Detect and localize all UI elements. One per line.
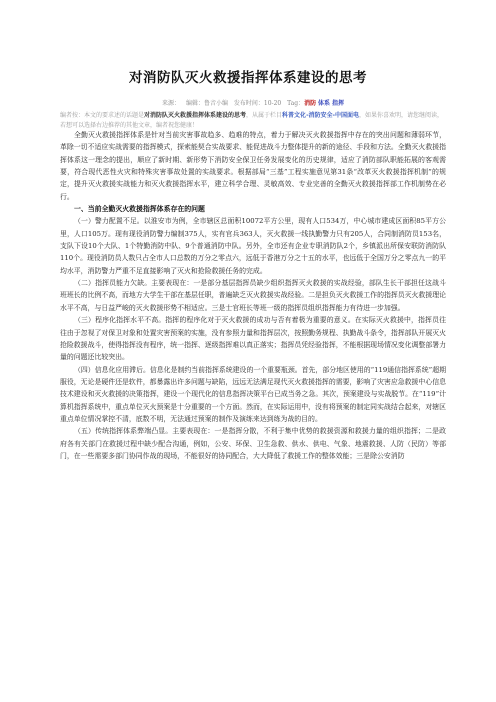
paragraph: （一）警力配置不足。以淮安市为例，全市辖区总面积10072平方公里，现有人口534万，中心城市建成区面积85平方公里，人口105万。现有现役消防警力编制375人，实有官兵363人，灭火救援一线执勤警力只有205人，合同制消防员153名，支队下设10个大队、1个特勤消防中队、9个普通消防中队。另外，全市还有企业专职消防队2个，乡镇派出所保安联防消防队110个。现役消防员人数只占全市人口总数的万分之零点六，远低于香港万分之十五的水平，也远低于全国万分之零点九一的平均水平，消防警力严重不足直接影响了灭火和抢险救援任务的完成。	[60, 217, 446, 275]
meta-tag-label: Tag：	[287, 100, 305, 107]
meta-publish-label: 发布时间：	[233, 100, 264, 107]
page-title: 对消防队灭火救援指挥体系建设的思考	[129, 70, 367, 86]
tag-link[interactable]: 体系	[318, 100, 331, 107]
meta-author: 鲁音小编	[203, 100, 228, 107]
summary-text: ，从属于栏目	[246, 112, 283, 119]
paragraph: （二）指挥员能力欠缺。主要表现在：一是部分基层指挥员缺少组织指挥灭火救援的实战经验，部队生长干部担任这战斗班班长的比例不高，而地方大学生干部在基层任职，普遍缺乏灭火救援实战经验。二是担负灭火救援工作的指挥员灭火救援理论水平不高，与日益严峻的灭火救援形势不相适应。三是士官班长等班一级的指挥员组织指挥能力有待进一步加强。	[60, 279, 446, 312]
meta-editor-label: 编辑：	[185, 100, 204, 107]
summary-text: ，如果你喜欢明，请您继阅读，若想可以选择右边推荐的其他文章，编者祝您健康！	[60, 112, 444, 129]
meta-source: 来源：	[162, 100, 181, 107]
section-heading: 一、当前全勤灭火救援指挥体系存在的问题	[74, 205, 205, 214]
editor-summary	[60, 111, 446, 131]
paragraph: （三）程序化指挥水平不高。指挥的程序化对于灭火救援的成功与否有着极为重要的意义。在实际灭火救援中，指挥员往往由于忽视了对保卫对象和处置灾害预案的实施，没有参照力量和指挥层次，按照勤务规程、执勤战斗条令，指挥部队开展灭火抢险救援战斗，使得指挥没有程序，统一指挥、逐级指挥难以真正落实；指挥员凭经验指挥，不能根据现场情况变化调整部署力量的问题还比较突出。	[60, 316, 446, 362]
category-link[interactable]: 科普文化	[282, 112, 307, 119]
tag-link[interactable]: 指挥	[331, 100, 344, 107]
summary-text: 编者按：本文的要求述的话题是	[60, 112, 145, 119]
paragraph: （四）信息化应用滞后。信息化是制约当前指挥系统建设的一个重要瓶颈。首先，部分地区使用的“119通信指挥系统”超期服役，无论是硬件还是软件，都暴露出许多问题与缺陷，远远无法满足现代灭火救援指挥的需要，影响了灾害应急救援中心信息技术建设和灭火救援的决策指挥，建设一个现代化的信息指挥决策平台已成当务之急。其次，预案建设与实战脱节。在“119”计算机指挥系统中，重点单位灭火预案是十分重要的一个方面。然而，在实际运用中，没有将预案的制定同实战结合起来，对辖区重点单位情况掌控不清，底数不明，无法通过预案的制作及演练来达到练为战的目的。	[60, 365, 446, 423]
article-meta	[60, 100, 446, 108]
article-body	[60, 129, 446, 462]
tag-link[interactable]: 消防	[304, 100, 317, 107]
meta-time: 10-20	[263, 100, 282, 107]
paragraph: 全勤灭火救援指挥体系是针对当前灾害事故趋多、趋难的特点，着力于解决灭火救援指挥中存在的突出问题和薄弱环节，革除一切不适应实战需要的指挥模式，探索能契合实战要求、能促进战斗力整体提升的新的途径、手段和方法。全勤灭火救援指挥体系这一理念的提出，顺应了新时期、新形势下消防安全保卫任务发展变化的历史规律，适应了消防部队职能拓展的客观需要，符合现代恶性火灾和特殊灾害事故处置的实战要求。根据部局“三基”工程实施意见第31条“改革灭火救援指挥机制”的规定，提升灭火救援实战能力和灭火救援指挥水平，建立科学合理、灵敏高效、专业完善的全勤灭火救援指挥部工作机制势在必行。	[60, 131, 446, 201]
summary-topic: 对消防队灭火救援指挥体系建设的思考	[144, 112, 247, 119]
paragraph: （五）传统指挥体系弊端凸显。主要表现在：一是指挥分散，不利于集中优势的救援资源和救援力量的组织指挥；二是政府各有关部门在救援过程中缺少配合沟通，例如，公安、环保、卫生急救、供水、供电、气象、地震救援、人防（民防）等部门，在一些需要多部门协同作战的现场，不能很好的协同配合，大大降低了救援工作的整体效能；三是除公安消防	[60, 427, 446, 460]
category-link[interactable]: -消防安全-中国面电	[306, 112, 360, 119]
